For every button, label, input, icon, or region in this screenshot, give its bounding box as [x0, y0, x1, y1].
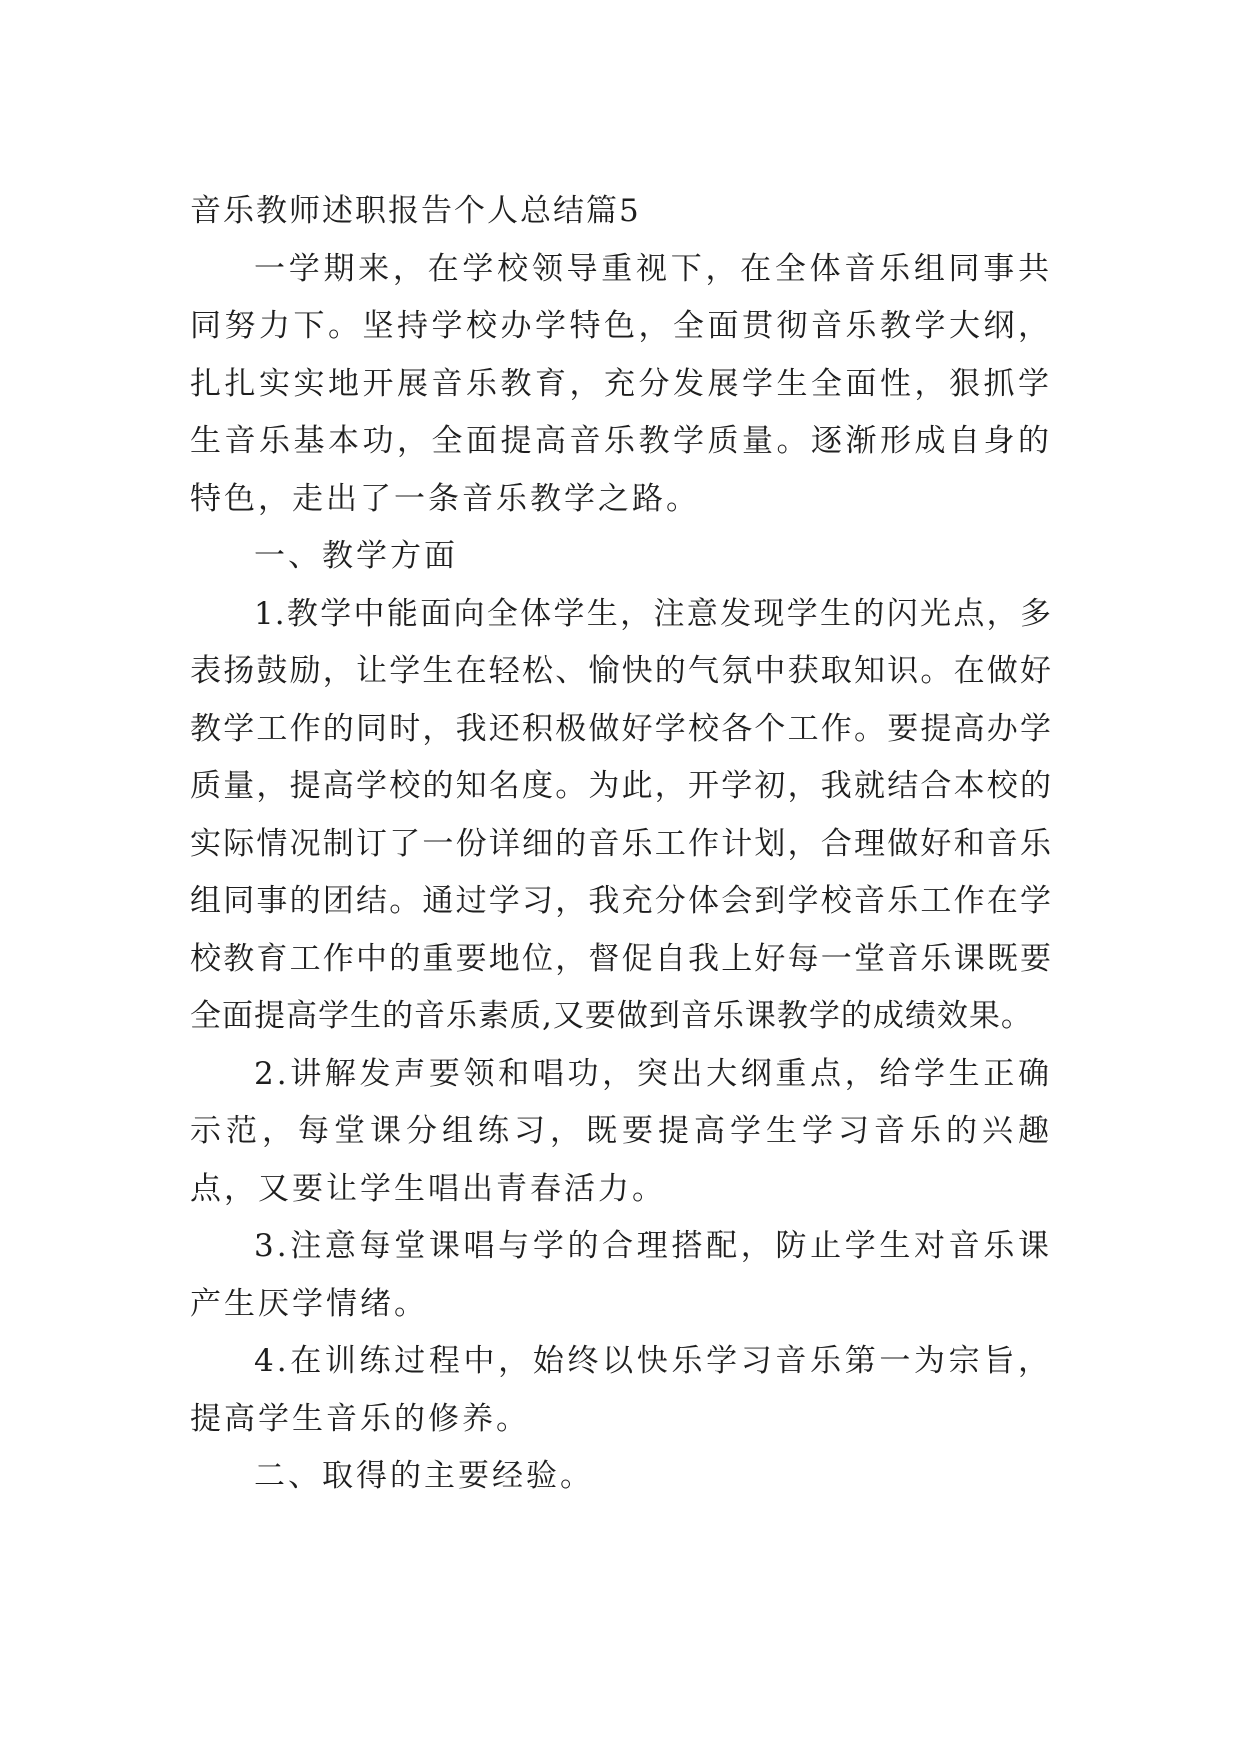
paragraph-item-4: 4.在训练过程中，始终以快乐学习音乐第一为宗旨，提高学生音乐的修养。	[190, 1343, 1052, 1437]
document-title: 音乐教师述职报告个人总结篇5	[190, 193, 641, 229]
paragraph-item-3: 3.注意每堂课唱与学的合理搭配，防止学生对音乐课产生厌学情绪。	[190, 1228, 1052, 1322]
paragraph-intro: 一学期来，在学校领导重视下，在全体音乐组同事共同努力下。坚持学校办学特色，全面贯彻音乐教学大纲，扎扎实实地开展音乐教育，充分发展学生全面性，狠抓学生音乐基本功，全面提高音乐教学质量。逐渐形成自身的特色，走出了一条音乐教学之路。	[190, 250, 1052, 517]
document-body	[190, 183, 1052, 1506]
section-heading-teaching: 一、教学方面	[254, 538, 458, 574]
paragraph-item-2: 2.讲解发声要领和唱功，突出大纲重点，给学生正确示范，每堂课分组练习，既要提高学生学习音乐的兴趣点，又要让学生唱出青春活力。	[190, 1055, 1052, 1207]
section-heading-experience: 二、取得的主要经验。	[254, 1458, 594, 1494]
paragraph-item-1: 1.教学中能面向全体学生，注意发现学生的闪光点，多表扬鼓励，让学生在轻松、愉快的气氛中获取知识。在做好教学工作的同时，我还积极做好学校各个工作。要提高办学质量，提高学校的知名度。为此，开学初，我就结合本校的实际情况制订了一份详细的音乐工作计划，合理做好和音乐组同事的团结。通过学习，我充分体会到学校音乐工作在学校教育工作中的重要地位，督促自我上好每一堂音乐课既要全面提高学生的音乐素质,又要做到音乐课教学的成绩效果。	[190, 595, 1052, 1034]
